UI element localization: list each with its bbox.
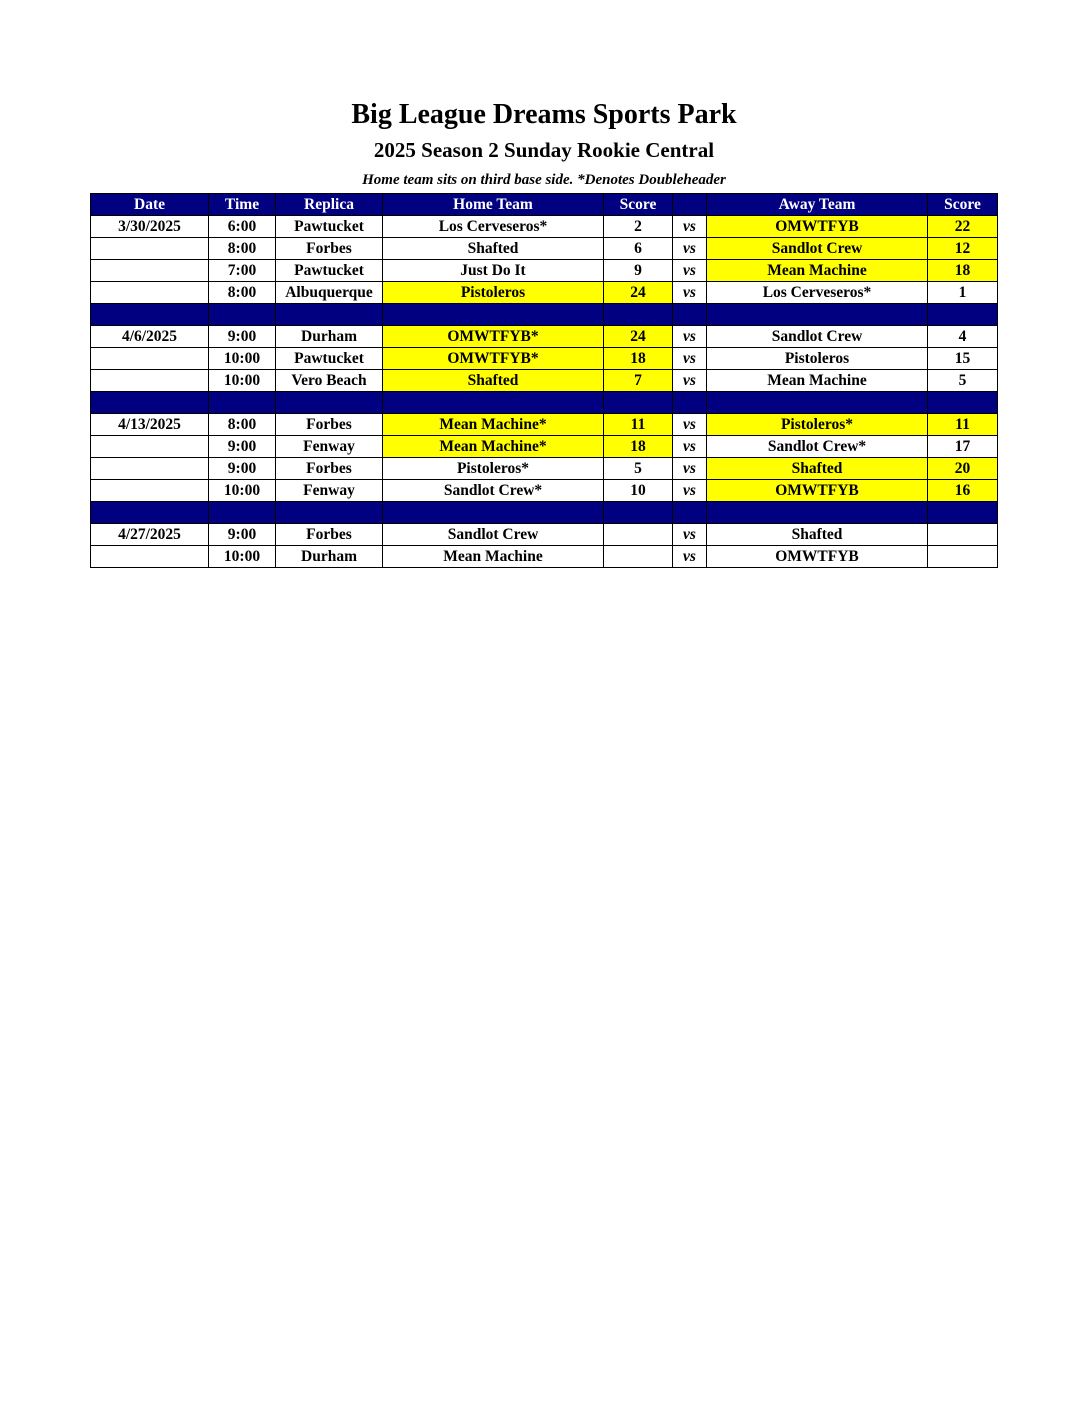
replica-cell: Fenway xyxy=(276,436,383,458)
home-score-cell: 2 xyxy=(604,216,673,238)
game-row xyxy=(91,260,998,282)
time-cell: 10:00 xyxy=(209,480,276,502)
away-team-cell: OMWTFYB xyxy=(707,216,928,238)
away-team-cell: OMWTFYB xyxy=(707,546,928,568)
home-team-cell: Sandlot Crew* xyxy=(383,480,604,502)
date-cell xyxy=(91,370,209,392)
home-team-cell: Mean Machine xyxy=(383,546,604,568)
away-score-cell: 22 xyxy=(928,216,998,238)
home-score-cell: 18 xyxy=(604,348,673,370)
vs-cell: vs xyxy=(673,458,707,480)
away-team-cell: Sandlot Crew xyxy=(707,238,928,260)
col-header-vs xyxy=(673,194,707,216)
away-score-cell: 1 xyxy=(928,282,998,304)
page-title: Big League Dreams Sports Park xyxy=(351,99,737,130)
home-team-cell: Los Cerveseros* xyxy=(383,216,604,238)
away-team-cell: Mean Machine xyxy=(707,370,928,392)
replica-cell: Durham xyxy=(276,326,383,348)
game-row xyxy=(91,524,998,546)
away-team-cell: Sandlot Crew* xyxy=(707,436,928,458)
home-score-cell: 11 xyxy=(604,414,673,436)
replica-cell: Forbes xyxy=(276,458,383,480)
date-cell: 4/13/2025 xyxy=(91,414,209,436)
home-team-cell: Mean Machine* xyxy=(383,414,604,436)
away-score-cell: 11 xyxy=(928,414,998,436)
home-team-cell: Shafted xyxy=(383,238,604,260)
home-score-cell: 9 xyxy=(604,260,673,282)
date-cell: 4/6/2025 xyxy=(91,326,209,348)
separator-cell xyxy=(276,502,383,524)
replica-cell: Pawtucket xyxy=(276,348,383,370)
replica-cell: Albuquerque xyxy=(276,282,383,304)
schedule-body xyxy=(91,216,998,568)
time-cell: 6:00 xyxy=(209,216,276,238)
time-cell: 9:00 xyxy=(209,326,276,348)
week-separator xyxy=(91,304,998,326)
away-score-cell: 15 xyxy=(928,348,998,370)
vs-cell: vs xyxy=(673,326,707,348)
away-score-cell xyxy=(928,546,998,568)
date-cell xyxy=(91,480,209,502)
home-team-cell: Just Do It xyxy=(383,260,604,282)
replica-cell: Pawtucket xyxy=(276,216,383,238)
vs-cell: vs xyxy=(673,370,707,392)
date-cell: 4/27/2025 xyxy=(91,524,209,546)
separator-cell xyxy=(91,502,209,524)
separator-cell xyxy=(209,502,276,524)
away-score-cell: 18 xyxy=(928,260,998,282)
separator-cell xyxy=(209,392,276,414)
separator-cell xyxy=(928,502,998,524)
col-header-away-team: Away Team xyxy=(707,194,928,216)
header-row xyxy=(91,194,998,216)
replica-cell: Pawtucket xyxy=(276,260,383,282)
separator-cell xyxy=(928,304,998,326)
date-cell xyxy=(91,282,209,304)
away-team-cell: Sandlot Crew xyxy=(707,326,928,348)
separator-cell xyxy=(673,502,707,524)
col-header-time: Time xyxy=(209,194,276,216)
vs-cell: vs xyxy=(673,546,707,568)
date-cell xyxy=(91,348,209,370)
home-score-cell: 6 xyxy=(604,238,673,260)
date-cell xyxy=(91,436,209,458)
home-team-cell: Mean Machine* xyxy=(383,436,604,458)
game-row xyxy=(91,546,998,568)
replica-cell: Forbes xyxy=(276,414,383,436)
vs-cell: vs xyxy=(673,436,707,458)
time-cell: 9:00 xyxy=(209,524,276,546)
separator-cell xyxy=(707,502,928,524)
game-row xyxy=(91,370,998,392)
time-cell: 8:00 xyxy=(209,238,276,260)
replica-cell: Fenway xyxy=(276,480,383,502)
game-row xyxy=(91,480,998,502)
separator-cell xyxy=(91,304,209,326)
game-row xyxy=(91,282,998,304)
date-cell xyxy=(91,260,209,282)
home-team-cell: Pistoleros* xyxy=(383,458,604,480)
home-score-cell: 24 xyxy=(604,282,673,304)
home-score-cell: 10 xyxy=(604,480,673,502)
away-team-cell: Shafted xyxy=(707,458,928,480)
time-cell: 10:00 xyxy=(209,370,276,392)
time-cell: 9:00 xyxy=(209,436,276,458)
vs-cell: vs xyxy=(673,238,707,260)
vs-cell: vs xyxy=(673,524,707,546)
col-header-date: Date xyxy=(91,194,209,216)
week-separator xyxy=(91,392,998,414)
away-team-cell: Los Cerveseros* xyxy=(707,282,928,304)
time-cell: 8:00 xyxy=(209,282,276,304)
away-score-cell xyxy=(928,524,998,546)
away-score-cell: 5 xyxy=(928,370,998,392)
week-separator xyxy=(91,502,998,524)
date-cell xyxy=(91,238,209,260)
separator-cell xyxy=(383,304,604,326)
separator-cell xyxy=(707,392,928,414)
game-row xyxy=(91,238,998,260)
away-team-cell: OMWTFYB xyxy=(707,480,928,502)
home-team-cell: Pistoleros xyxy=(383,282,604,304)
vs-cell: vs xyxy=(673,480,707,502)
home-team-cell: OMWTFYB* xyxy=(383,348,604,370)
home-score-cell: 7 xyxy=(604,370,673,392)
game-row xyxy=(91,326,998,348)
replica-cell: Forbes xyxy=(276,238,383,260)
date-cell xyxy=(91,546,209,568)
col-header-home-score: Score xyxy=(604,194,673,216)
home-score-cell xyxy=(604,546,673,568)
separator-cell xyxy=(928,392,998,414)
vs-cell: vs xyxy=(673,414,707,436)
replica-cell: Durham xyxy=(276,546,383,568)
away-team-cell: Mean Machine xyxy=(707,260,928,282)
date-cell: 3/30/2025 xyxy=(91,216,209,238)
time-cell: 9:00 xyxy=(209,458,276,480)
vs-cell: vs xyxy=(673,260,707,282)
time-cell: 8:00 xyxy=(209,414,276,436)
home-score-cell: 5 xyxy=(604,458,673,480)
time-cell: 10:00 xyxy=(209,348,276,370)
page-note: Home team sits on third base side. *Denotes Doubleheader xyxy=(362,172,726,188)
time-cell: 7:00 xyxy=(209,260,276,282)
vs-cell: vs xyxy=(673,216,707,238)
separator-cell xyxy=(383,502,604,524)
game-row xyxy=(91,348,998,370)
home-score-cell: 24 xyxy=(604,326,673,348)
separator-cell xyxy=(209,304,276,326)
col-header-home-team: Home Team xyxy=(383,194,604,216)
time-cell: 10:00 xyxy=(209,546,276,568)
separator-cell xyxy=(604,502,673,524)
home-team-cell: OMWTFYB* xyxy=(383,326,604,348)
page-subtitle: 2025 Season 2 Sunday Rookie Central xyxy=(373,138,715,162)
date-cell xyxy=(91,458,209,480)
game-row xyxy=(91,414,998,436)
separator-cell xyxy=(707,304,928,326)
away-team-cell: Pistoleros* xyxy=(707,414,928,436)
away-score-cell: 16 xyxy=(928,480,998,502)
separator-cell xyxy=(673,392,707,414)
away-score-cell: 12 xyxy=(928,238,998,260)
separator-cell xyxy=(604,392,673,414)
separator-cell xyxy=(276,304,383,326)
col-header-replica: Replica xyxy=(276,194,383,216)
col-header-away-score: Score xyxy=(928,194,998,216)
game-row xyxy=(91,458,998,480)
replica-cell: Forbes xyxy=(276,524,383,546)
home-score-cell xyxy=(604,524,673,546)
away-score-cell: 4 xyxy=(928,326,998,348)
away-score-cell: 17 xyxy=(928,436,998,458)
schedule-table xyxy=(90,193,998,568)
separator-cell xyxy=(91,392,209,414)
away-team-cell: Pistoleros xyxy=(707,348,928,370)
replica-cell: Vero Beach xyxy=(276,370,383,392)
away-score-cell: 20 xyxy=(928,458,998,480)
separator-cell xyxy=(604,304,673,326)
vs-cell: vs xyxy=(673,282,707,304)
home-team-cell: Sandlot Crew xyxy=(383,524,604,546)
away-team-cell: Shafted xyxy=(707,524,928,546)
separator-cell xyxy=(673,304,707,326)
home-score-cell: 18 xyxy=(604,436,673,458)
game-row xyxy=(91,436,998,458)
separator-cell xyxy=(276,392,383,414)
vs-cell: vs xyxy=(673,348,707,370)
game-row xyxy=(91,216,998,238)
home-team-cell: Shafted xyxy=(383,370,604,392)
separator-cell xyxy=(383,392,604,414)
